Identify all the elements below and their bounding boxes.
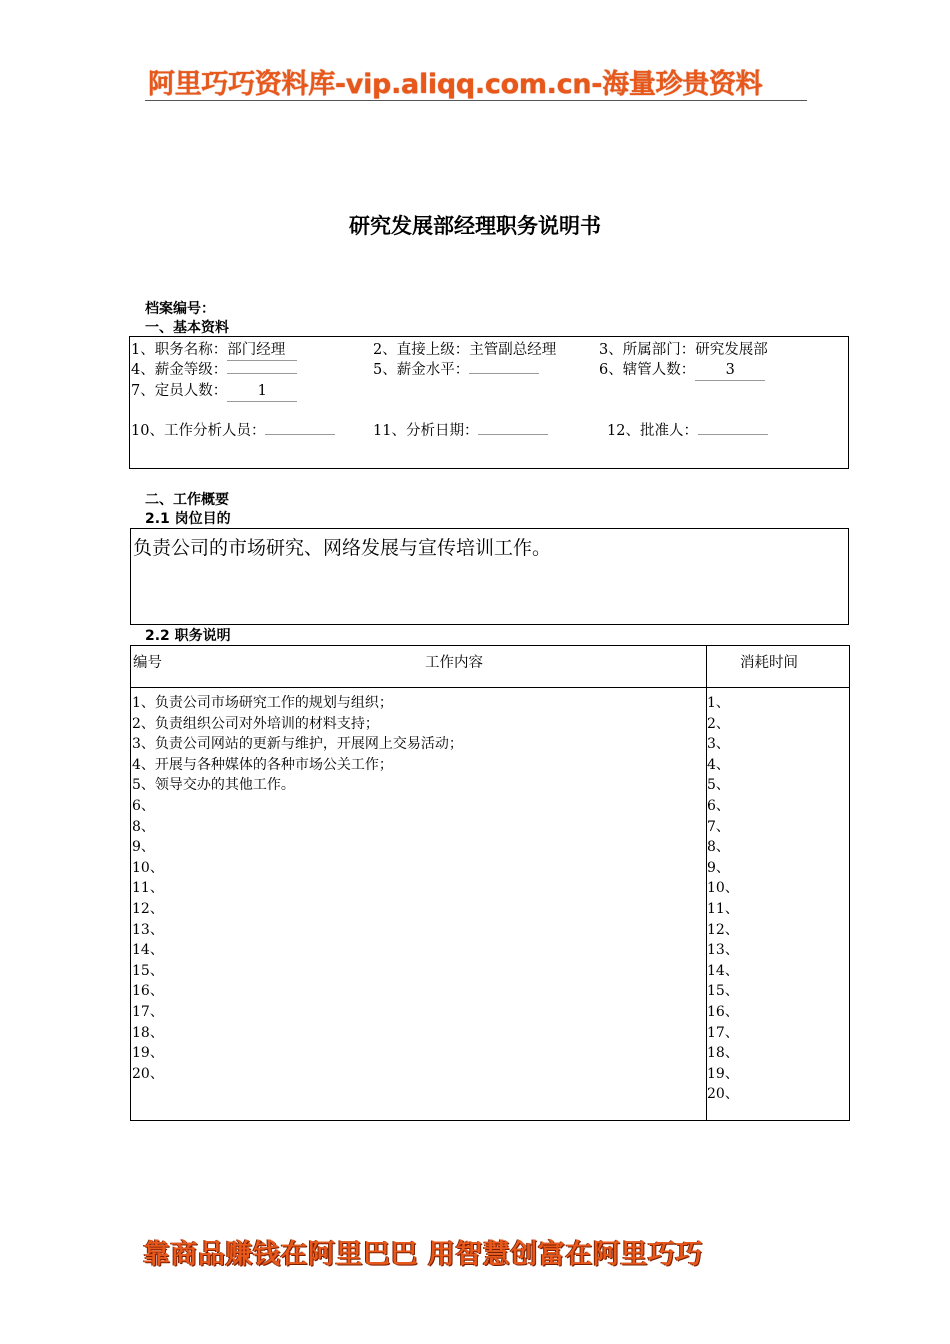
- field-value: 研究发展部: [695, 342, 768, 358]
- duty-content-row: 15、: [132, 962, 164, 979]
- duty-time-row: 18、: [707, 1045, 739, 1062]
- field-value: [698, 434, 768, 435]
- field-job-title: [131, 340, 297, 361]
- field-value: [478, 434, 548, 435]
- archive-number-label: 档案编号：: [145, 301, 215, 317]
- field-salary-grade: [131, 360, 297, 380]
- duty-time-row: 5、: [707, 777, 730, 794]
- duty-content-row: 18、: [132, 1024, 164, 1041]
- field-label: 4、薪金等级：: [131, 362, 228, 378]
- field-label: 3、所属部门：: [599, 342, 696, 358]
- duty-time-row: 12、: [707, 921, 739, 938]
- duty-time-row: 14、: [707, 962, 739, 979]
- duty-content-row: 17、: [132, 1003, 164, 1020]
- field-salary-level: [373, 360, 539, 380]
- duty-time-row: 7、: [707, 818, 730, 835]
- duty-time-row: 4、: [707, 756, 730, 773]
- duty-time-row: 8、: [707, 839, 730, 856]
- content-column: [132, 693, 463, 1084]
- header-time: 消耗时间: [740, 655, 798, 671]
- field-value: 部门经理: [227, 340, 297, 361]
- duty-content-row: 10、: [132, 859, 164, 876]
- duty-time-row: 15、: [707, 983, 739, 1000]
- field-label: 10、工作分析人员：: [131, 423, 266, 439]
- footer-slogan: 靠商品赚钱在阿里巴巴 用智慧创富在阿里巧巧: [143, 1239, 703, 1270]
- duty-content-row: 13、: [132, 921, 164, 938]
- field-value: [265, 434, 335, 435]
- duty-content-row: 3、负责公司网站的更新与维护，开展网上交易活动；: [132, 736, 463, 753]
- header-number: 编号: [133, 655, 162, 671]
- field-subordinates: [599, 360, 765, 381]
- time-column: [707, 693, 739, 1105]
- field-label: 7、定员人数：: [131, 383, 228, 399]
- duty-time-row: 9、: [707, 859, 730, 876]
- field-job-analyst: [131, 421, 335, 441]
- field-label: 2、直接上级：: [373, 342, 470, 358]
- section-work-summary-heading: 二、工作概要: [145, 492, 229, 508]
- duty-content-row: 5、领导交办的其他工作。: [132, 777, 295, 794]
- duty-content-row: 11、: [132, 880, 164, 897]
- field-department: [599, 340, 768, 360]
- field-value: [469, 373, 539, 374]
- field-value: [227, 373, 297, 374]
- header-content: 工作内容: [425, 655, 483, 671]
- duty-content-row: 1、负责公司市场研究工作的规划与组织；: [132, 695, 393, 711]
- duty-content-row: 12、: [132, 900, 164, 917]
- site-banner: 阿里巧巧资料库-vip.aliqq.com.cn-海量珍贵资料: [148, 69, 763, 100]
- duties-heading: 2.2 职务说明: [145, 628, 231, 644]
- header-divider: [131, 687, 849, 688]
- duty-time-row: 2、: [707, 715, 730, 732]
- section-basic-info-heading: 一、基本资料: [145, 320, 229, 336]
- duty-time-row: 11、: [707, 900, 739, 917]
- purpose-heading: 2.1 岗位目的: [145, 511, 231, 527]
- duty-time-row: 1、: [707, 695, 730, 711]
- duty-content-row: 14、: [132, 942, 164, 959]
- duty-time-row: 10、: [707, 880, 739, 897]
- duty-content-row: 9、: [132, 839, 155, 856]
- field-headcount: [131, 381, 297, 402]
- duty-time-row: 20、: [707, 1086, 739, 1103]
- duty-content-row: 8、: [132, 818, 155, 835]
- basic-info-box: [129, 336, 849, 469]
- field-label: 12、批准人：: [607, 423, 698, 439]
- purpose-text: 负责公司的市场研究、网络发展与宣传培训工作。: [133, 537, 552, 559]
- duty-time-row: 6、: [707, 797, 730, 814]
- duty-time-row: 19、: [707, 1065, 739, 1082]
- field-value: 3: [695, 360, 765, 381]
- field-value: 1: [227, 381, 297, 402]
- field-label: 6、辖管人数：: [599, 362, 696, 378]
- field-value: 主管副总经理: [469, 342, 557, 358]
- duty-content-row: 6、: [132, 797, 155, 814]
- duty-content-row: 4、开展与各种媒体的各种市场公关工作；: [132, 756, 393, 773]
- duty-time-row: 13、: [707, 942, 739, 959]
- duty-time-row: 16、: [707, 1003, 739, 1020]
- field-label: 5、薪金水平：: [373, 362, 470, 378]
- field-label: 1、职务名称：: [131, 342, 228, 358]
- document-title: 研究发展部经理职务说明书: [349, 214, 601, 238]
- duty-content-row: 16、: [132, 983, 164, 1000]
- duties-table: [130, 645, 850, 1121]
- banner-divider: [145, 100, 807, 101]
- field-analysis-date: [373, 421, 548, 441]
- field-label: 11、分析日期：: [373, 423, 479, 439]
- duty-content-row: 19、: [132, 1045, 164, 1062]
- field-approver: [607, 421, 768, 441]
- duty-content-row: 20、: [132, 1065, 164, 1082]
- duty-content-row: 2、负责组织公司对外培训的材料支持；: [132, 715, 379, 732]
- duty-time-row: 17、: [707, 1024, 739, 1041]
- duty-time-row: 3、: [707, 736, 730, 753]
- field-direct-superior: [373, 340, 556, 360]
